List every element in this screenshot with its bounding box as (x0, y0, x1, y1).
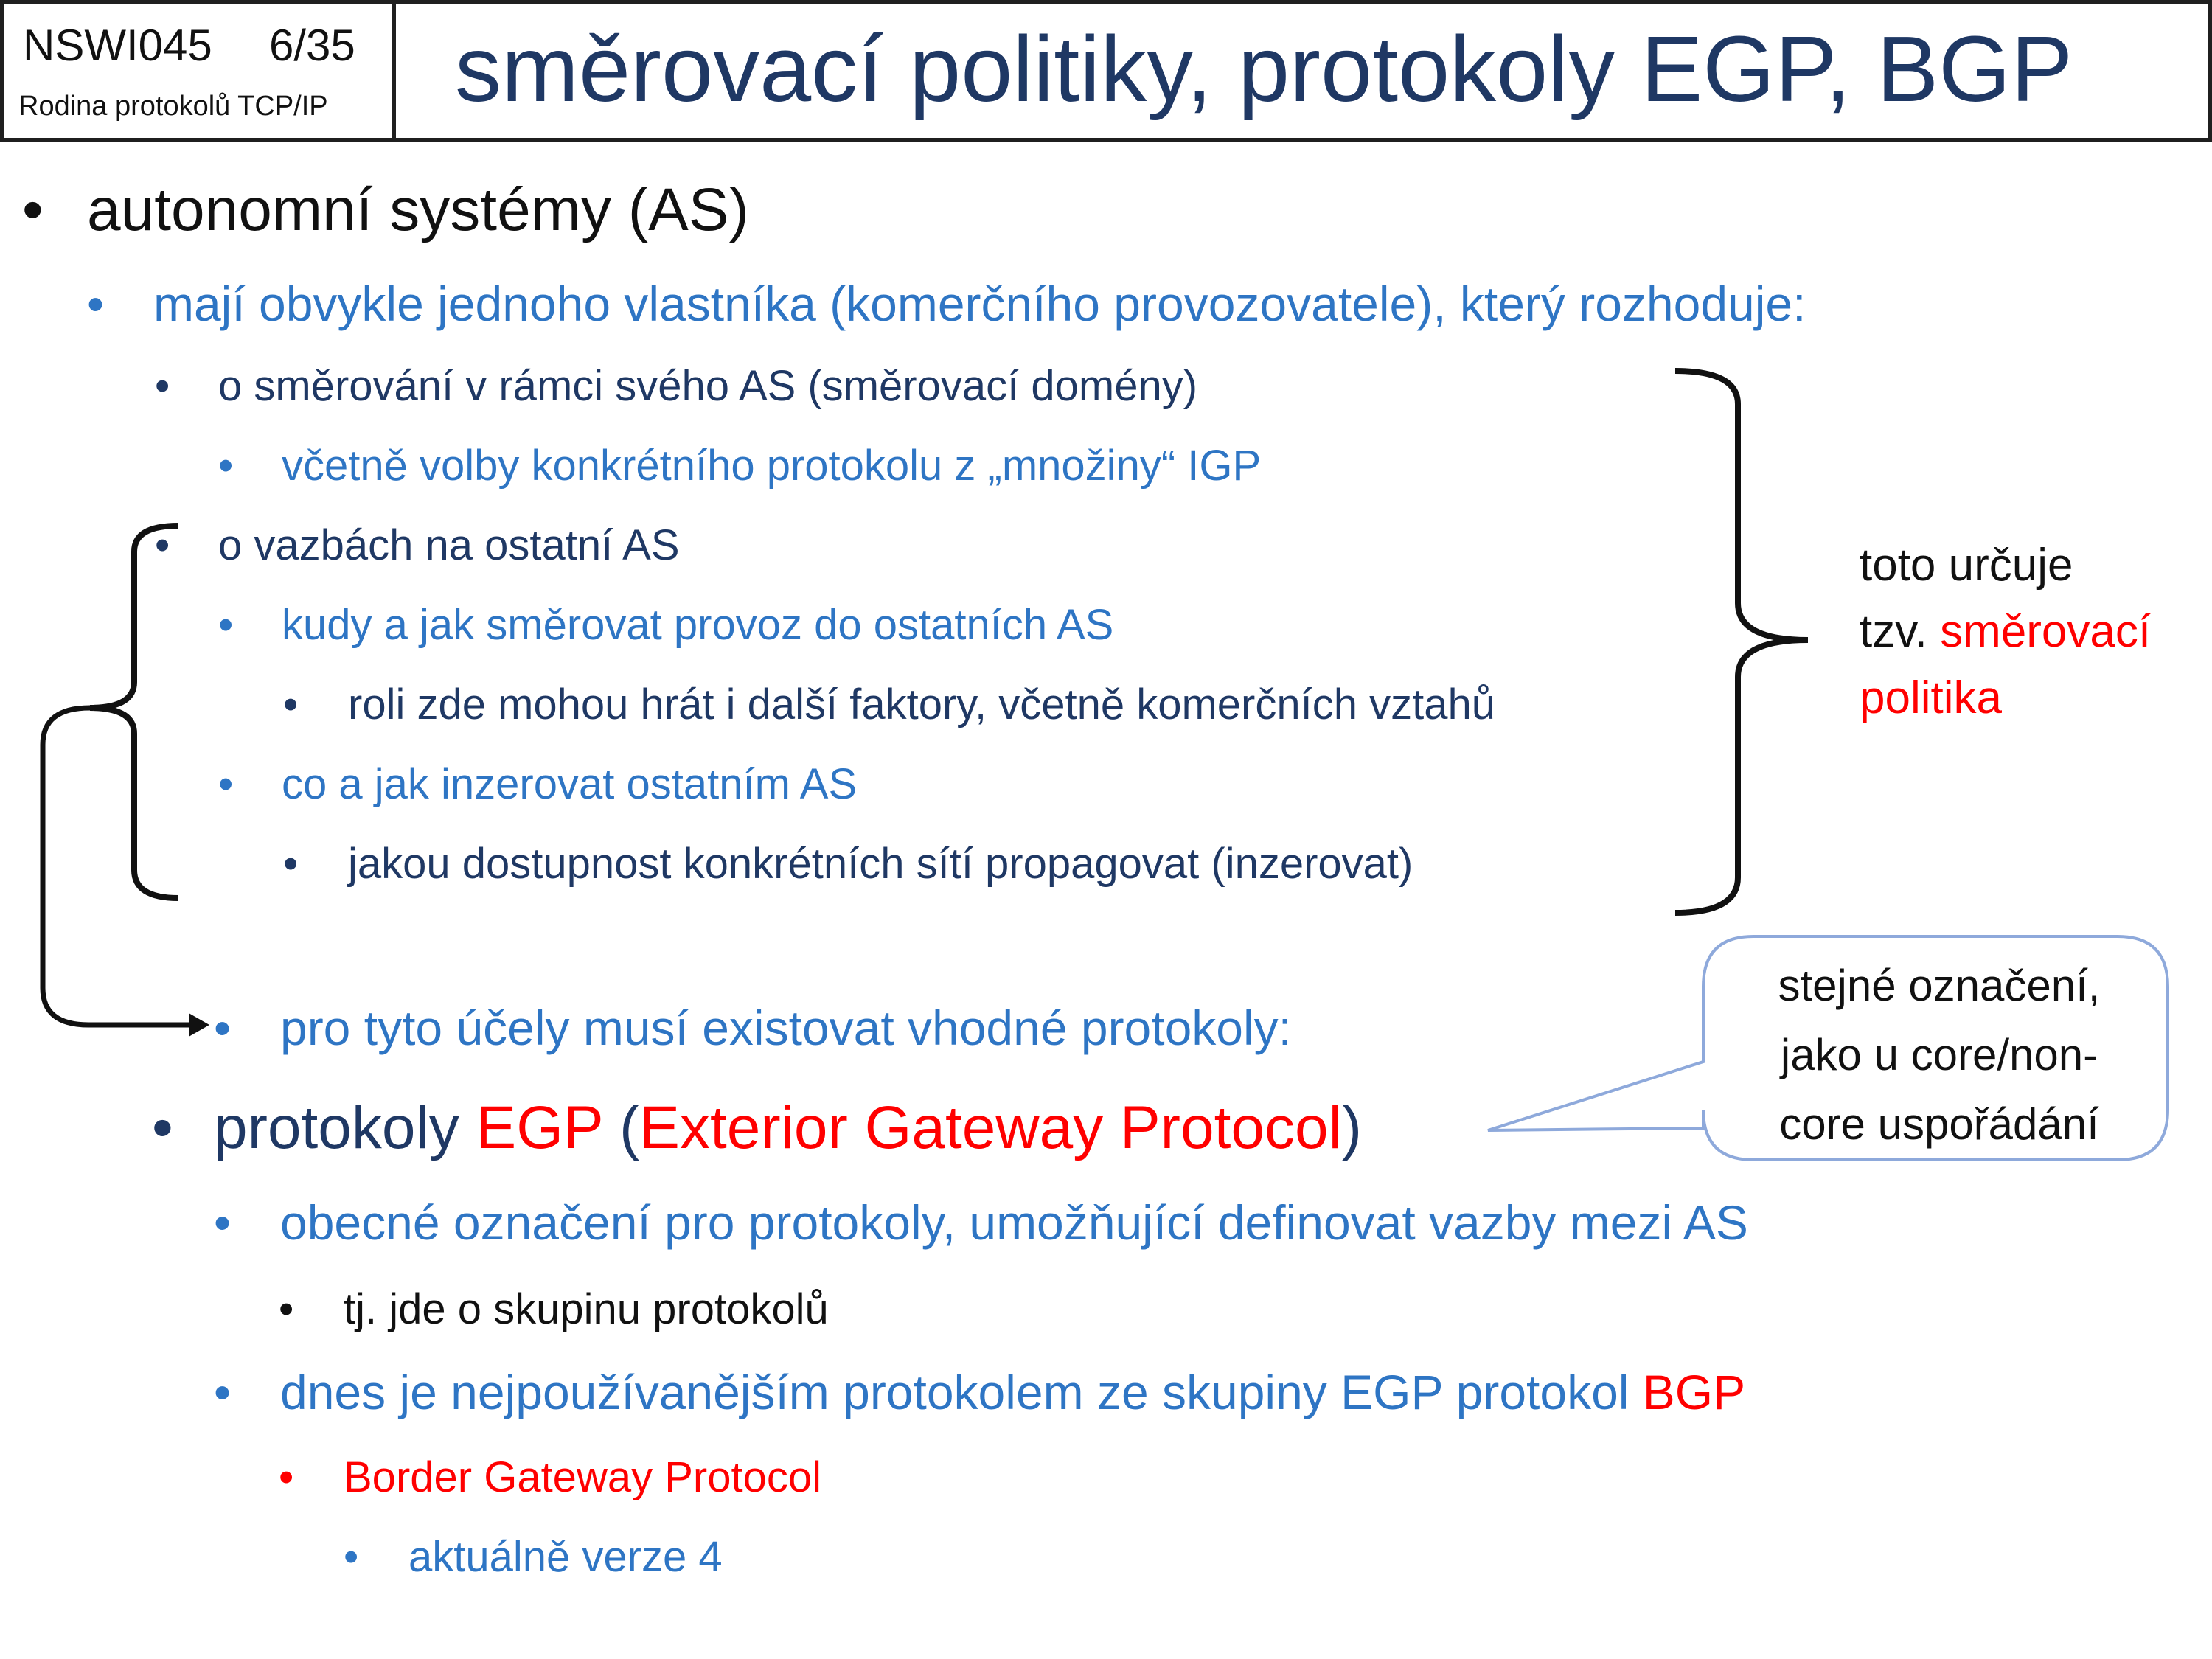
bullet-relations (155, 521, 680, 570)
course-code: NSWI045 (23, 21, 212, 70)
bullet-dot: • (87, 276, 105, 331)
callout-line3: core uspořádání (1779, 1099, 2099, 1149)
bgp-version-text: aktuálně verze 4 (408, 1533, 723, 1581)
course-subtitle: Rodina protokolů TCP/IP (18, 91, 328, 122)
bullet-dot: • (155, 362, 170, 410)
bgp-full-text: Border Gateway Protocol (344, 1453, 821, 1501)
side-note-line3: politika (1860, 672, 2002, 723)
bullet-other-factors (283, 680, 1495, 729)
egp-full-name: Exterior Gateway Protocol (639, 1094, 1342, 1161)
bullet-dot: • (155, 521, 170, 569)
bullet-autonomous-systems (22, 175, 749, 245)
bullet-dot: • (279, 1285, 294, 1333)
egp-close-paren: ) (1341, 1094, 1363, 1161)
egp-abbr: EGP (476, 1094, 603, 1161)
bullet-egp (152, 1093, 1362, 1163)
bullet-dot: • (214, 1001, 232, 1055)
bullet-dot: • (214, 1365, 232, 1419)
bullet-bgp-full (279, 1453, 821, 1502)
igp-choice-text: včetně volby konkrétního protokolu z „množiny“ IGP (282, 442, 1262, 490)
bullet-bgp-version (344, 1532, 723, 1582)
bgp-abbr: BGP (1642, 1365, 1746, 1419)
side-note-red-word: směrovací (1940, 606, 2152, 657)
routing-policy-note (1860, 532, 2151, 731)
as-heading-text: autonomní systémy (AS) (87, 176, 749, 243)
side-note-line1: toto určuje (1860, 540, 2073, 591)
bullet-need-protocols (214, 1000, 1292, 1056)
bullet-egp-general (214, 1194, 1748, 1251)
connector-arrow (43, 708, 193, 1025)
bgp-today-text: dnes je nejpoužívanějším protokolem ze skupiny EGP protokol (280, 1365, 1643, 1419)
bullet-routing-within (155, 361, 1197, 411)
bullet-dot: • (22, 176, 44, 243)
callout-line2: jako u core/non- (1780, 1030, 2098, 1079)
bullet-dot: • (283, 681, 299, 728)
other-factors-text: roli zde mohou hrát i další faktory, včetně komerčních vztahů (348, 681, 1495, 728)
owner-text: mají obvykle jednoho vlastníka (komerčního provozovatele), který rozhoduje: (153, 276, 1806, 331)
page-number: 6/35 (269, 21, 355, 70)
arrowhead-icon (189, 1013, 209, 1037)
egp-general-text: obecné označení pro protokoly, umožňující definovat vazby mezi AS (280, 1195, 1748, 1250)
egp-group-text: tj. jde o skupinu protokolů (344, 1285, 829, 1333)
bullet-bgp-today (214, 1364, 1745, 1420)
relations-text: o vazbách na ostatní AS (218, 521, 680, 569)
slide-title: směrovací politiky, protokoly EGP, BGP (455, 17, 2073, 121)
bullet-where-route (218, 600, 1113, 650)
egp-prefix-text: protokoly (214, 1094, 476, 1161)
bullet-dot: • (218, 760, 234, 808)
bullet-dot: • (279, 1453, 294, 1501)
reachability-text: jakou dostupnost konkrétních sítí propagovat (inzerovat) (348, 840, 1413, 888)
bullet-dot: • (344, 1533, 359, 1581)
bullet-dot: • (218, 442, 234, 490)
callout-line1: stejné označení, (1778, 961, 2101, 1010)
callout-text (1718, 951, 2160, 1159)
side-note-line2 (1860, 599, 2151, 665)
bullet-dot: • (283, 840, 299, 888)
side-note-prefix: tzv. (1860, 606, 1941, 657)
egp-open-paren: ( (602, 1094, 640, 1161)
bullet-egp-group (279, 1284, 829, 1334)
bullet-dot: • (214, 1195, 232, 1250)
right-curly-brace (1675, 371, 1808, 913)
bullet-dot: • (152, 1094, 173, 1161)
what-advertise-text: co a jak inzerovat ostatním AS (282, 760, 858, 808)
where-route-text: kudy a jak směrovat provoz do ostatních AS (282, 601, 1114, 649)
bullet-what-advertise (218, 759, 857, 809)
need-protocols-text: pro tyto účely musí existovat vhodné protokoly: (280, 1001, 1293, 1055)
bullet-reachability (283, 839, 1413, 888)
left-curly-brace (90, 526, 178, 898)
bullet-igp-choice (218, 441, 1261, 490)
bullet-dot: • (218, 601, 234, 649)
routing-within-text: o směrování v rámci svého AS (směrovací domény) (218, 362, 1198, 410)
bullet-owner (87, 276, 1806, 332)
